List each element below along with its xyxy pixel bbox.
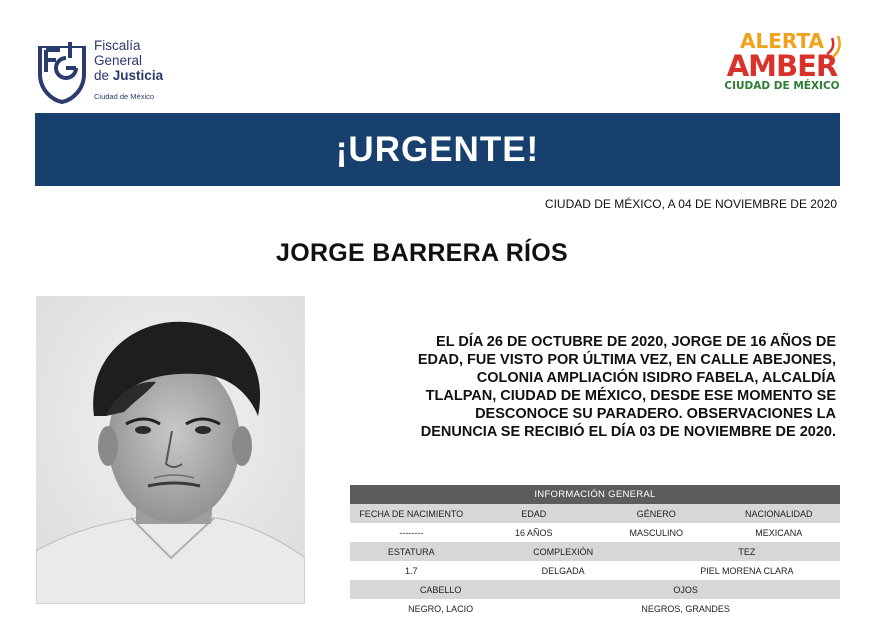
label-age: EDAD [473,504,595,523]
fgj-emblem-icon [36,38,88,104]
alerta-amber-logo [720,30,850,110]
value-skin: PIEL MORENA CLARA [654,561,840,580]
general-info-table [350,485,840,618]
value-birthdate: -------- [350,523,473,542]
value-nationality: MEXICANA [717,523,840,542]
value-height: 1.7 [350,561,473,580]
signal-waves-icon [824,34,846,60]
description-line: EDAD, FUE VISTO POR ÚLTIMA VEZ, EN CALLE ABEJONES, [417,352,836,368]
value-eyes: NEGROS, GRANDES [531,599,840,618]
value-age: 16 AÑOS [473,523,595,542]
table-title: INFORMACIÓN GENERAL [350,485,840,504]
case-description [338,333,836,441]
amber-bottom-text: CIUDAD DE MÉXICO [724,80,840,92]
description-line: DENUNCIA SE RECIBIÓ EL DÍA 03 DE NOVIEMBRE DE 2020. [420,424,836,440]
fiscalia-logo [36,34,176,110]
fgj-line-1: Fiscalía [94,38,141,53]
place-date: CIUDAD DE MÉXICO, A 04 DE NOVIEMBRE DE 2020 [544,197,837,211]
label-nationality: NACIONALIDAD [717,504,840,523]
table-value-row [350,523,840,542]
urgent-banner: ¡URGENTE! [35,113,840,186]
table-value-row [350,561,840,580]
table-label-row [350,580,840,599]
value-build: DELGADA [473,561,654,580]
description-line: DESCONOCE SU PARADERO. OBSERVACIONES LA [475,406,836,422]
label-build: COMPLEXIÓN [473,542,654,561]
label-hair: CABELLO [350,580,531,599]
label-height: ESTATURA [350,542,473,561]
label-gender: GÉNERO [595,504,717,523]
description-line: TLALPAN, CIUDAD DE MÉXICO, DESDE ESE MOMENTO SE [425,388,836,404]
table-header-row [350,485,840,504]
value-hair: NEGRO, LACIO [350,599,531,618]
table-label-row [350,542,840,561]
value-gender: MASCULINO [595,523,717,542]
missing-person-photo [36,296,305,604]
amber-top-text: ALERTA [740,29,824,53]
fgj-subtitle: Ciudad de México [94,92,155,101]
label-eyes: OJOS [531,580,840,599]
amber-mid-text: AMBER [726,49,838,83]
label-birthdate: FECHA DE NACIMIENTO [350,504,473,523]
table-label-row [350,504,840,523]
fgj-line-4: Justicia [112,68,164,83]
table-value-row [350,599,840,618]
fgj-line-3: de [94,68,110,83]
fgj-line-2: General [94,53,143,68]
description-line: COLONIA AMPLIACIÓN ISIDRO FABELA, ALCALDÍA [476,370,836,386]
description-line: EL DÍA 26 DE OCTUBRE DE 2020, JORGE DE 16 AÑOS DE [436,334,836,350]
missing-person-name: JORGE BARRERA RÍOS [276,239,569,267]
label-skin: TEZ [654,542,840,561]
